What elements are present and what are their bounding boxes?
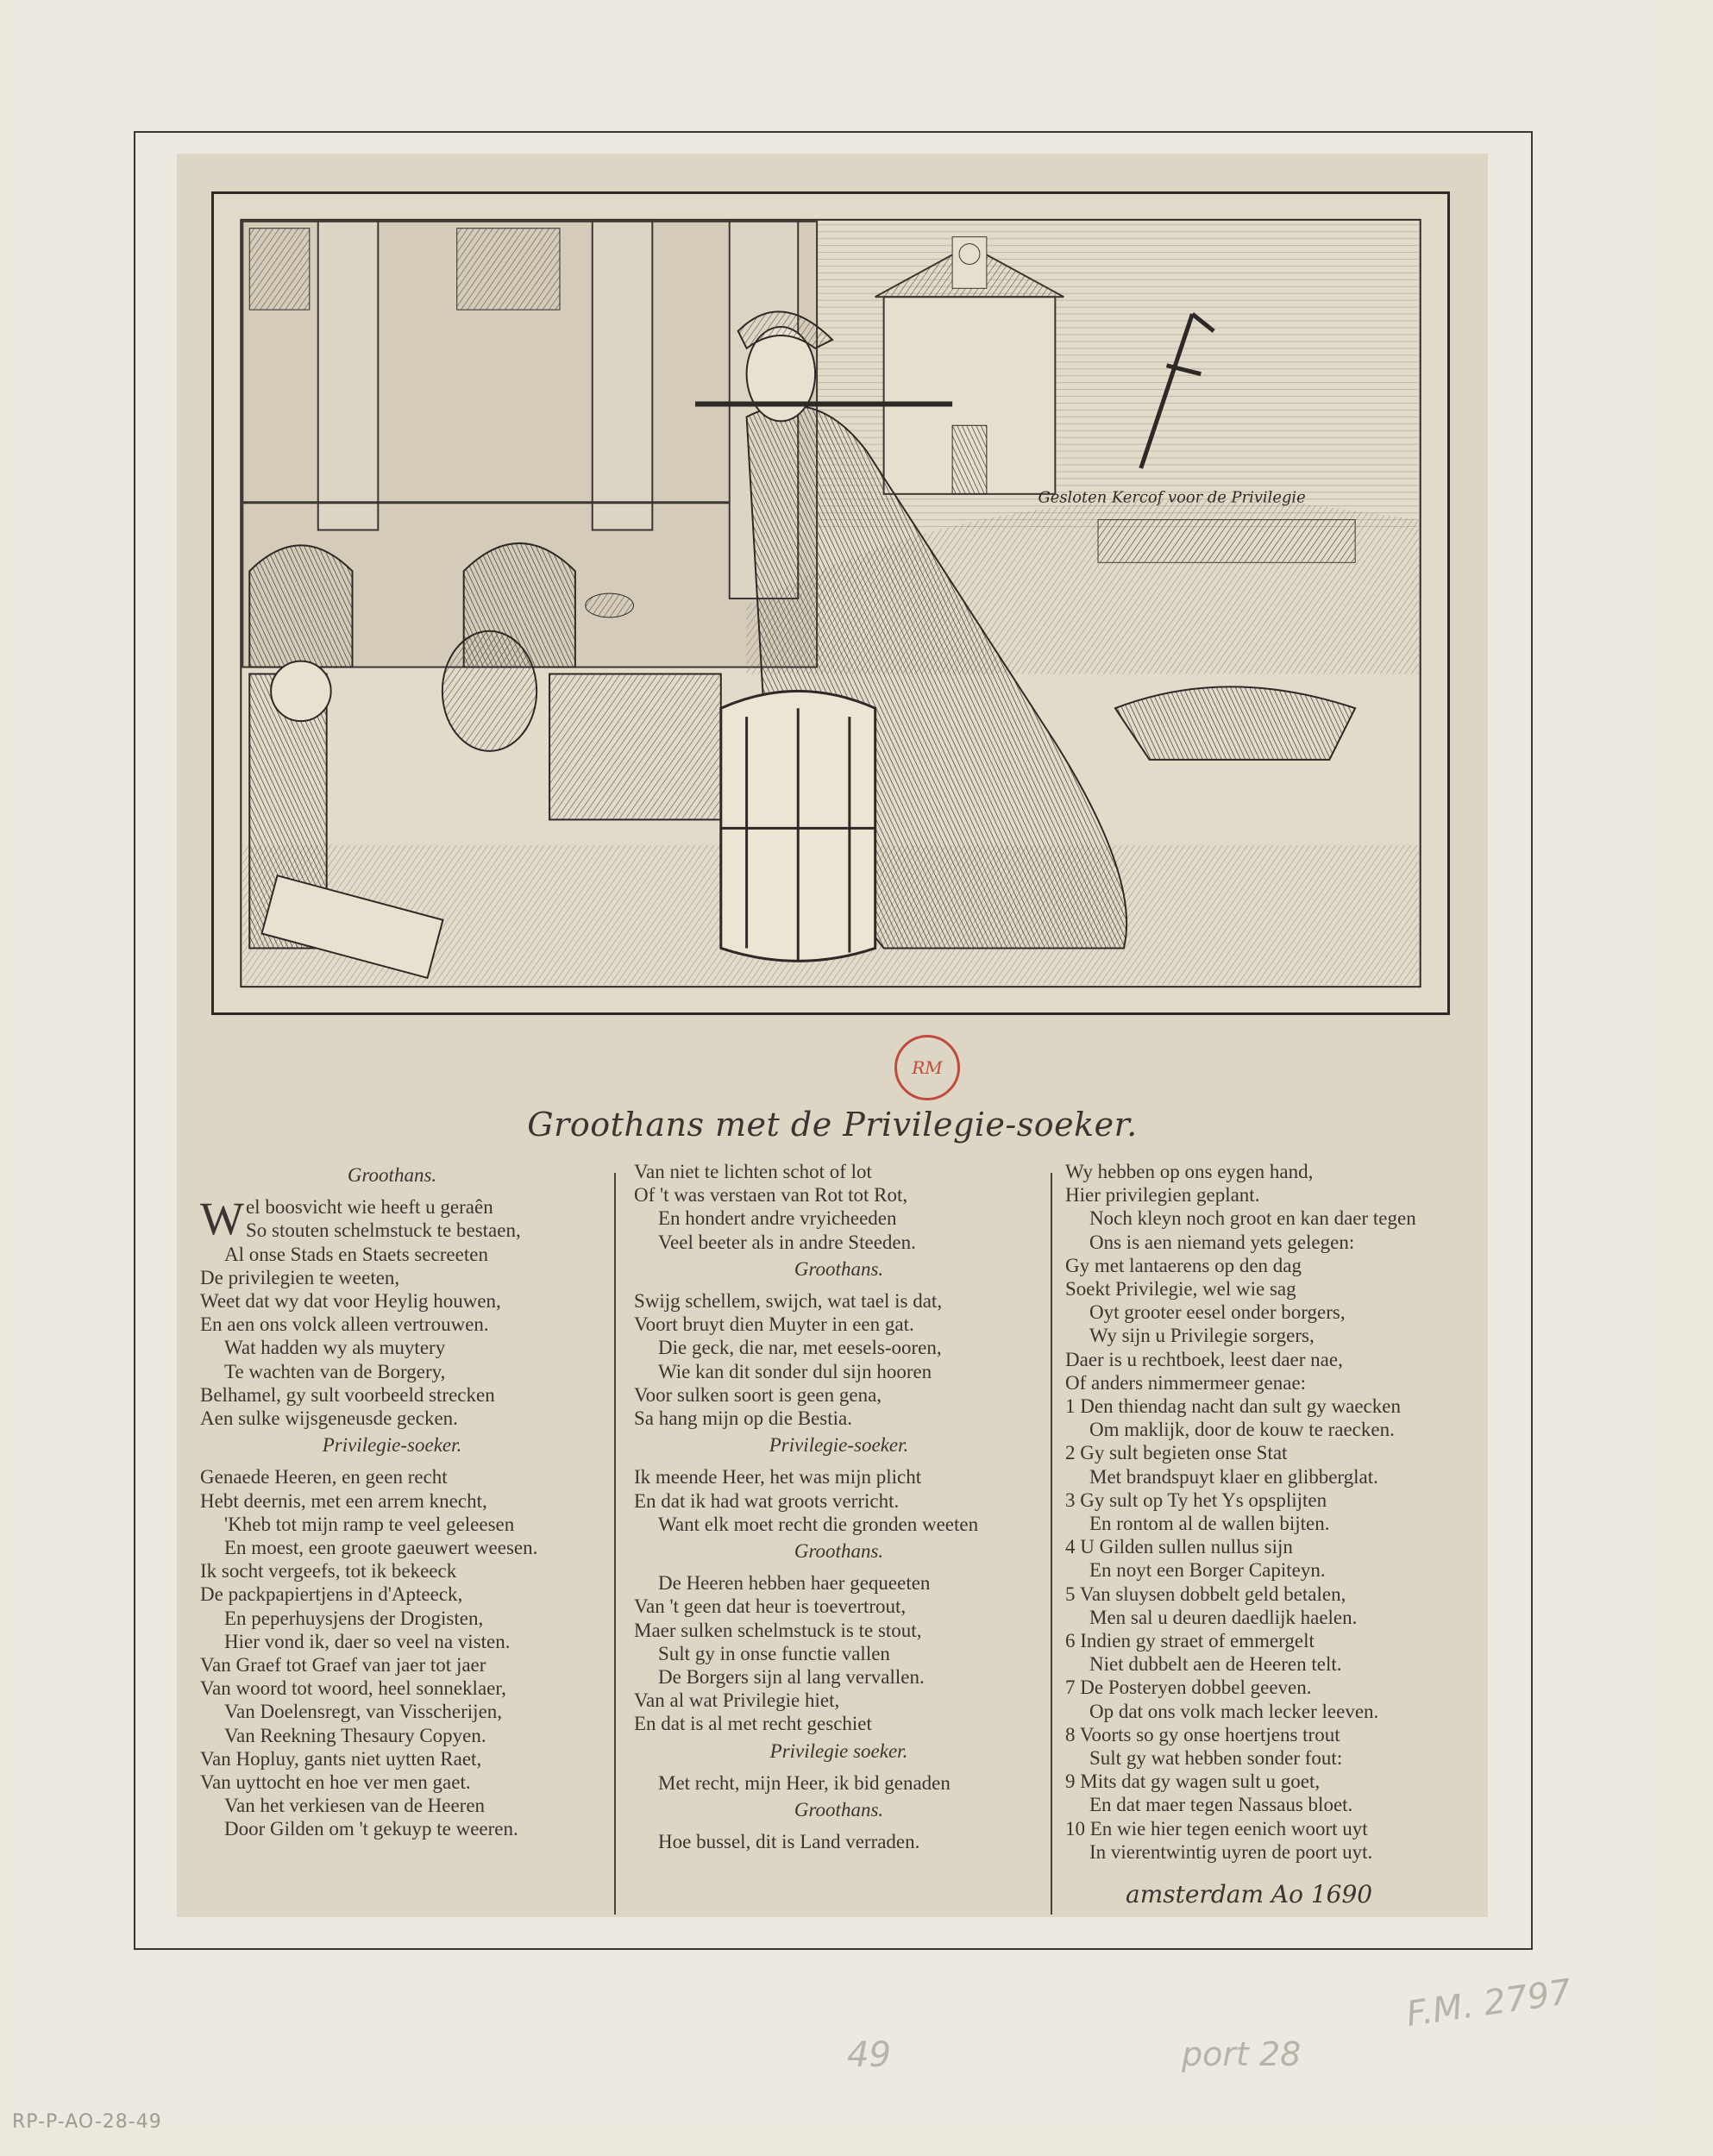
verse-line: Door Gilden om 't gekuyp te weeren.	[224, 1818, 518, 1840]
verse-line: Wy hebben op ons eygen hand,	[1065, 1161, 1314, 1182]
verse-line: De Borgers sijn al lang vervallen.	[658, 1666, 925, 1689]
verse-line: Om maklijk, door de kouw te raecken.	[1089, 1419, 1395, 1441]
verse-line: En dat is al met recht geschiet	[634, 1713, 872, 1735]
verse-line: Daer is u rechtboek, leest daer nae,	[1065, 1348, 1343, 1370]
verse-line: Van 't geen dat heur is toevertrout,	[634, 1595, 907, 1618]
verse-line: Die geck, die nar, met eesels-ooren,	[658, 1337, 942, 1359]
verse-line: So stouten schelmstuck te bestaen,	[245, 1219, 521, 1242]
verse-line: Hier vond ik, daer so veel na visten.	[224, 1630, 511, 1652]
verse-line: Met recht, mijn Heer, ik bid genaden	[658, 1771, 951, 1794]
verse-line: Veel beeter als in andre Steeden.	[658, 1231, 916, 1253]
verse-line: Van al wat Privilegie hiet,	[634, 1689, 840, 1712]
verse-line: De privilegien te weeten,	[200, 1266, 400, 1288]
verse-line: Gy met lantaerens op den dag	[1065, 1254, 1302, 1276]
verse-line: Sult gy wat hebben sonder fout:	[1089, 1747, 1343, 1770]
verse-line: Oyt grooter eesel onder borgers,	[1089, 1301, 1346, 1324]
verse-line: Hebt deernis, met een arrem knecht,	[200, 1489, 487, 1512]
verse-line: Voort bruyt dien Muyter in een gat.	[634, 1313, 914, 1336]
verse-line: Ik socht vergeefs, tot ik bekeeck	[200, 1560, 457, 1583]
speaker-heading: Privilegie-soeker.	[322, 1434, 462, 1457]
handwritten-number: 49	[847, 2035, 891, 2075]
verse-line: Aen sulke wijsgeneusde gecken.	[200, 1407, 458, 1430]
verse-line: En dat maer tegen Nassaus bloet.	[1089, 1794, 1353, 1816]
drop-capital: W	[200, 1193, 244, 1245]
verse-line: 2 Gy sult begieten onse Stat	[1065, 1442, 1288, 1464]
verse-line: En peperhuysjens der Drogisten,	[224, 1607, 484, 1629]
verse-line: Noch kleyn noch groot en kan daer tegen	[1089, 1207, 1416, 1230]
speaker-heading: Groothans.	[794, 1799, 884, 1821]
verse-line: Van Graef tot Graef van jaer tot jaer	[200, 1654, 486, 1677]
verse-line: Genaede Heeren, en geen recht	[200, 1466, 448, 1489]
speaker-heading: Groothans.	[794, 1257, 884, 1280]
place-date-signoff: amsterdam Ao 1690	[1126, 1880, 1373, 1908]
stack-of-papers	[549, 674, 721, 819]
verse-line: Van het verkiesen van de Heeren	[224, 1795, 486, 1817]
verse-line: Al onse Stads en Staets secreeten	[224, 1243, 488, 1265]
speaker-heading: Groothans.	[794, 1540, 884, 1563]
verse-line: Sult gy in onse functie vallen	[658, 1642, 890, 1664]
verse-line: 3 Gy sult op Ty het Ys opsplijten	[1065, 1489, 1327, 1511]
column-divider	[614, 1173, 616, 1915]
verse-line: Van Hopluy, gants niet uytten Raet,	[200, 1747, 482, 1770]
verse-line: Of anders nimmermeer genae:	[1065, 1371, 1307, 1394]
verse-line: 4 U Gilden sullen nullus sijn	[1065, 1536, 1293, 1558]
column-divider	[1051, 1173, 1052, 1915]
collection-stamp: RM	[894, 1035, 960, 1100]
verse-line: 8 Voorts so gy onse hoertjens trout	[1065, 1723, 1340, 1745]
verse-line: Wie kan dit sonder dul sijn hooren	[658, 1360, 932, 1382]
verse-line: Men sal u deuren daedlijk haelen.	[1089, 1606, 1358, 1628]
speaker-heading: Groothans.	[347, 1164, 437, 1186]
engraving-ribbon-text: Gesloten Kercof voor de Privilegie	[1038, 488, 1306, 507]
verse-line: Hier privilegien geplant.	[1065, 1184, 1260, 1206]
verse-line: En hondert andre vryicheeden	[658, 1207, 897, 1230]
verse-line: Ik meende Heer, het was mijn plicht	[634, 1466, 922, 1489]
handwritten-port: port 28	[1182, 2035, 1302, 2073]
verse-line: Te wachten van de Borgery,	[224, 1360, 446, 1382]
lantern	[721, 691, 875, 961]
verse-line: Maer sulken schelmstuck is te stout,	[634, 1619, 922, 1641]
speaker-heading: Privilegie-soeker.	[769, 1434, 909, 1457]
verse-line: De Heeren hebben haer gequeeten	[658, 1572, 931, 1595]
verse-line: Ons is aen niemand yets gelegen:	[1089, 1231, 1355, 1253]
verse-line: En moest, een groote gaeuwert weesen.	[224, 1537, 538, 1559]
verse-line: 10 En wie hier tegen eenich woort uyt	[1065, 1817, 1368, 1839]
accession-number: RP-P-AO-28-49	[12, 2111, 162, 2133]
verse-line: Van Reekning Thesaury Copyen.	[224, 1724, 486, 1746]
verse-line: Van Doelensregt, van Visscherijen,	[224, 1701, 503, 1723]
verse-line: En dat ik had wat groots verricht.	[634, 1489, 900, 1512]
verse-line-text: el boosvicht wie heeft u geraên	[245, 1196, 493, 1219]
page-title: Groothans met de Privilegie-soeker.	[527, 1106, 1138, 1144]
poem-column-left	[200, 1160, 584, 1841]
poem-column-middle	[634, 1160, 1044, 1853]
verse-line: En aen ons volck alleen vertrouwen.	[200, 1313, 489, 1336]
verse-line: Want elk moet recht die gronden weeten	[658, 1513, 979, 1535]
verse-line: Voor sulken soort is geen gena,	[634, 1383, 882, 1406]
verse-line: Weet dat wy dat voor Heylig houwen,	[200, 1290, 501, 1313]
verse-line: In vierentwintig uyren de poort uyt.	[1089, 1840, 1373, 1863]
verse-line: En noyt een Borger Capiteyn.	[1089, 1559, 1326, 1582]
town-hall	[242, 222, 817, 667]
verse-line: Niet dubbelt aen de Heeren telt.	[1089, 1653, 1342, 1676]
verse-line: Sa hang mijn op die Bestia.	[634, 1407, 852, 1430]
verse-line: Met brandspuyt klaer en glibberglat.	[1089, 1465, 1378, 1488]
verse-line: Op dat ons volk mach lecker leeven.	[1089, 1700, 1379, 1722]
verse-line: Belhamel, gy sult voorbeeld strecken	[200, 1383, 495, 1406]
verse-line: 'Kheb tot mijn ramp te veel geleesen	[224, 1513, 515, 1535]
verse-line: 6 Indien gy straet of emmergelt	[1065, 1630, 1315, 1652]
speaker-heading: Privilegie soeker.	[769, 1739, 908, 1762]
engraving-image	[211, 191, 1450, 1015]
verse-line: Hoe bussel, dit is Land verraden.	[658, 1831, 920, 1853]
verse-line: Van uyttocht en hoe ver men gaet.	[200, 1771, 471, 1794]
verse-line: Soekt Privilegie, wel wie sag	[1065, 1278, 1296, 1300]
verse-line: Wat hadden wy als muytery	[224, 1337, 446, 1359]
poem-column-right	[1065, 1160, 1479, 1864]
handwritten-reference: F.M. 2797	[1403, 1971, 1574, 2035]
verse-line: Swijg schellem, swijch, wat tael is dat,	[634, 1290, 943, 1313]
engraving-scene	[214, 194, 1447, 1012]
verse-line: Van niet te lichten schot of lot	[634, 1161, 872, 1182]
verse-line: En rontom al de wallen bijten.	[1089, 1513, 1330, 1535]
verse-line: Wy sijn u Privilegie sorgers,	[1089, 1325, 1315, 1347]
verse-line: Van woord tot woord, heel sonneklaer,	[200, 1677, 506, 1700]
verse-line: Of 't was verstaen van Rot tot Rot,	[634, 1184, 908, 1206]
verse-line: 5 Van sluysen dobbelt geld betalen,	[1065, 1583, 1346, 1605]
verse-line: De packpapiertjens in d'Apteeck,	[200, 1583, 463, 1606]
verse-line: 7 De Posteryen dobbel geeven.	[1065, 1677, 1312, 1699]
verse-line: 1 Den thiendag nacht dan sult gy waecken	[1065, 1395, 1401, 1418]
verse-line: 9 Mits dat gy wagen sult u goet,	[1065, 1771, 1321, 1793]
covered-boat	[1115, 686, 1355, 759]
